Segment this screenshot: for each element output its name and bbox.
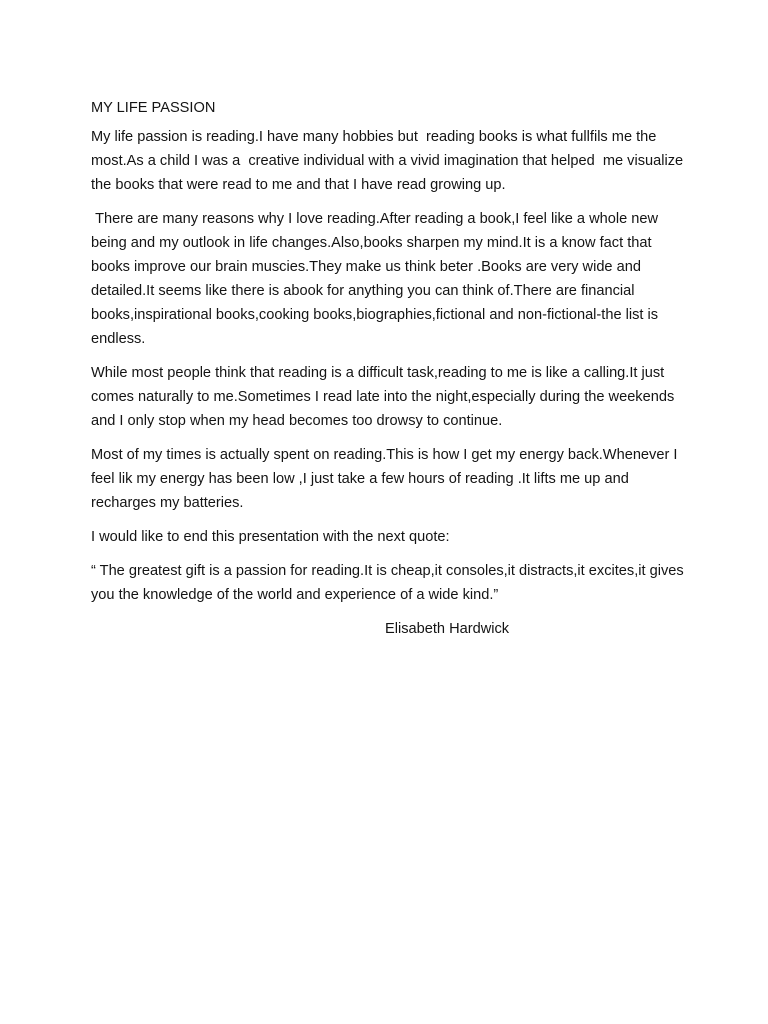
document-title: MY LIFE PASSION (91, 100, 216, 116)
document-body (91, 96, 691, 641)
paragraph-calling: While most people think that reading is a difficult task,reading to me is like a calling.It just comes naturally to me.Sometimes I read late into the night,especially during the weekends and I only stop when my head becomes too drowsy to continue. (91, 365, 679, 429)
paragraph-quote: “ The greatest gift is a passion for reading.It is cheap,it consoles,it distracts,it excites,it gives you the knowledge of the world and experience of a wide kind.” (91, 563, 688, 603)
paragraph-intro: My life passion is reading.I have many hobbies but reading books is what fullfils me the most.As a child I was a creative individual with a vivid imagination that helped me visualize the books that were read to me and that I have read growing up. (91, 129, 688, 193)
paragraph-reasons: There are many reasons why I love reading.After reading a book,I feel like a whole new being and my outlook in life changes.Also,books sharpen my mind.It is a know fact that books improve our brain muscies.They make us think beter .Books are very wide and detailed.It seems like there is abook for anything you can think of.There are financial books,inspirational books,cooking books,biographies,fictional and non-fictional-the list is endless. (91, 211, 663, 347)
paragraph-energy: Most of my times is actually spent on reading.This is how I get my energy back.Whenever I feel lik my energy has been low ,I just take a few hours of reading .It lifts me up and recharges my batteries. (91, 447, 682, 511)
paragraph-quote-intro: I would like to end this presentation with the next quote: (91, 529, 450, 545)
quote-author: Elisabeth Hardwick (385, 621, 510, 637)
